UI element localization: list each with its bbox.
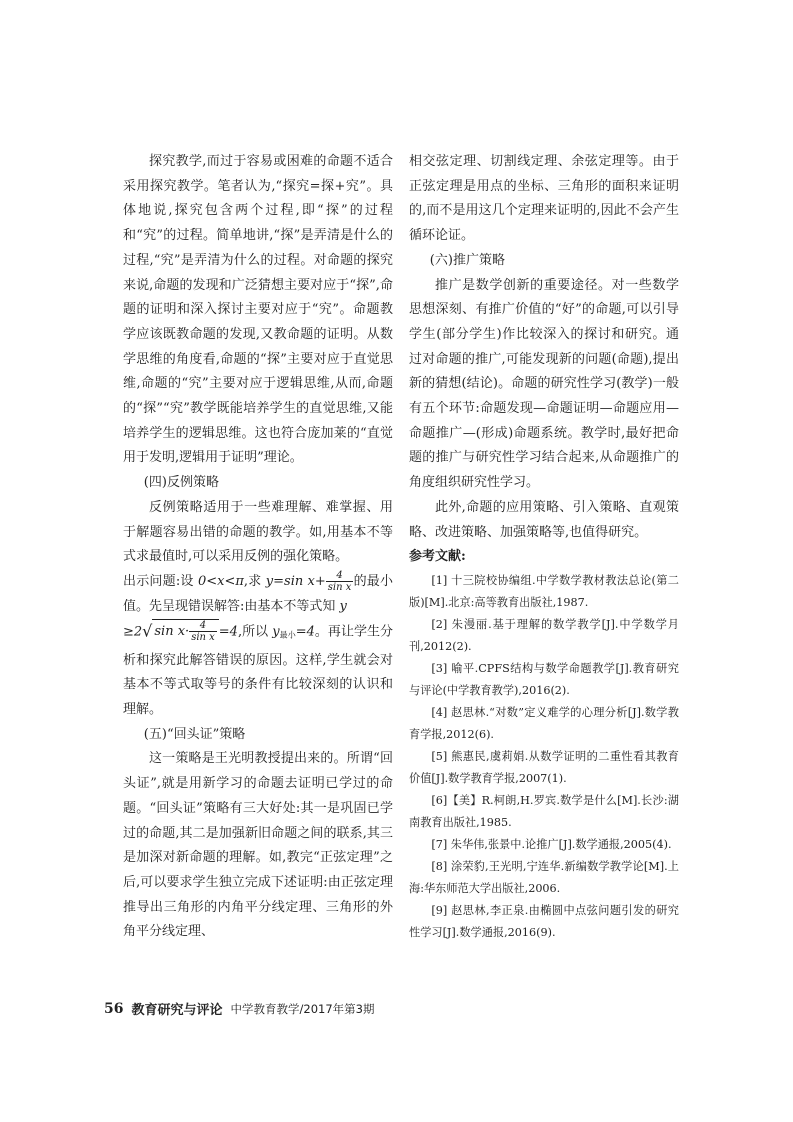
- math-eq: =4: [218, 624, 238, 640]
- left-column: [123, 150, 393, 945]
- paragraph: 探究教学,而过于容易或困难的命题不适合采用探究教学。笔者认为,“探究=探+究”。具体地说,探究包含两个过程,即“探”的过程和“究”的过程。简单地讲,“探”是弄清是什么的过程,“究”是弄清为什么的过程。对命题的探究来说,命题的发现和广泛猜想主要对应于“探”,命题的证明和深入探讨主要对应于“究”。命题教学应该既教命题的发现,又教命题的证明。从数学思维的角度看,命题的“探”主要对应于直觉思维,命题的“究”主要对应于逻辑思维,从而,命题的“探”“究”教学既能培养学生的直觉思维,又能培养学生的逻辑思维。这也符合庞加莱的“直觉用于发明,逻辑用于证明”理论。: [123, 154, 393, 466]
- fraction-denominator: sin x: [191, 632, 215, 644]
- paragraph: 这一策略是王光明教授提出来的。所谓“回头证”,就是用新学习的命题去证明已学过的命题。“回头证”策略有三大好处:其一是巩固已学过的命题,其二是加强新旧命题之间的联系,其三是加深对新命题的理解。如,教完“正弦定理”之后,可以要求学生独立完成下述证明:由正弦定理推导出三角形的内角平分线定理、三角形的外角平分线定理、: [123, 751, 393, 940]
- page-footer: [104, 999, 374, 1018]
- sqrt-expression: [142, 619, 219, 645]
- paragraph: 推广是数学创新的重要途径。对一些数学思想深刻、有推广价值的“好”的命题,可以引导学生(部分学生)作比较深入的探讨和研究。通过对命题的推广,可能发现新的问题(命题),提出新的猜想(结论)。命题的研究性学习(教学)一般有五个环节:命题发现—命题证明—命题应用—命题推广—(形成)命题系统。教学时,最好把命题的推广与研究性学习结合起来,从命题推广的角度组织研究性学习。: [409, 277, 679, 491]
- reference-item: [6]【美】R.柯朗,H.罗宾.数学是什么[M].长沙:湖南教育出版社,1985.: [409, 793, 679, 829]
- subscript: 最小: [279, 630, 296, 640]
- text-run: 。再让学生分析和探究此解答错误的原因。这样,学生就会对基本不等式取等号的条件有比较深刻的认识和理解。: [123, 624, 393, 717]
- right-column: [409, 150, 679, 944]
- references-title: 参考文献:: [409, 549, 466, 565]
- section-heading: (四)反例策略: [143, 475, 219, 491]
- reference-item: [2] 朱漫丽.基于理解的数学教学[J].中学数学月刊,2012(2).: [409, 617, 679, 653]
- reference-item: [5] 熊惠民,虞莉娟.从数学证明的二重性看其教育价值[J].数学教育学报,2007(1).: [409, 749, 679, 785]
- reference-item: [1] 十三院校协编组.中学数学教材教法总论(第二版)[M].北京:高等教育出版社,1987.: [409, 573, 679, 609]
- journal-name: 教育研究与评论: [131, 1003, 223, 1018]
- math-ge: ≥2: [123, 624, 143, 640]
- text-run: 的最小值。先呈现错误解答:由基本不等式知: [123, 573, 394, 614]
- sqrt-text: sin x·: [154, 624, 190, 640]
- fraction-numerator: 4: [326, 570, 354, 582]
- sqrt-body: [152, 619, 218, 645]
- fraction-denominator: sin x: [327, 581, 352, 593]
- math-var: y: [339, 598, 347, 614]
- math-paragraph: [123, 570, 393, 723]
- page-number: 56: [104, 1000, 124, 1017]
- reference-item: [4] 赵思林.“对数”定义难学的心理分析[J].数学教育学报,2012(6).: [409, 705, 679, 741]
- math-eq: =4: [295, 624, 315, 640]
- radical-icon: √: [142, 621, 153, 641]
- reference-item: [7] 朱华伟,张景中.论推广[J].数学通报,2005(4).: [431, 837, 672, 851]
- paragraph: 反例策略适用于一些难理解、难掌握、用于解题容易出错的命题的教学。如,用基本不等式求最值时,可以采用反例的强化策略。: [123, 499, 393, 565]
- math-ymin: y: [272, 624, 280, 640]
- reference-item: [3] 喻平.CPFS结构与数学命题教学[J].教育研究与评论(中学教育教学),2016(2).: [409, 661, 679, 697]
- fraction-numerator: 4: [189, 620, 217, 632]
- math-condition: 0<x<π: [197, 573, 244, 589]
- math-function: y=sin x+: [265, 573, 326, 589]
- fraction: [326, 570, 354, 593]
- text-run: ,所以: [237, 624, 273, 640]
- journal-issue: 中学教育教学/2017年第3期: [230, 1001, 375, 1016]
- text-run: 出示问题:设: [123, 573, 198, 589]
- section-heading: (五)“回头证”策略: [143, 726, 246, 742]
- section-heading: (六)推广策略: [429, 252, 505, 268]
- paragraph: 此外,命题的应用策略、引入策略、直观策略、改进策略、加强策略等,也值得研究。: [409, 499, 679, 540]
- fraction: [189, 620, 217, 643]
- paragraph: 相交弦定理、切割线定理、余弦定理等。由于正弦定理是用点的坐标、三角形的面积来证明的,而不是用这几个定理来证明的,因此不会产生循环论证。: [409, 154, 679, 244]
- reference-item: [9] 赵思林,李正泉.由椭圆中点弦问题引发的研究性学习[J].数学通报,2016(9).: [409, 903, 679, 939]
- reference-item: [8] 涂荣豹,王光明,宁连华.新编数学教学论[M].上海:华东师范大学出版社,2006.: [409, 859, 679, 895]
- text-run: ,求: [243, 573, 266, 589]
